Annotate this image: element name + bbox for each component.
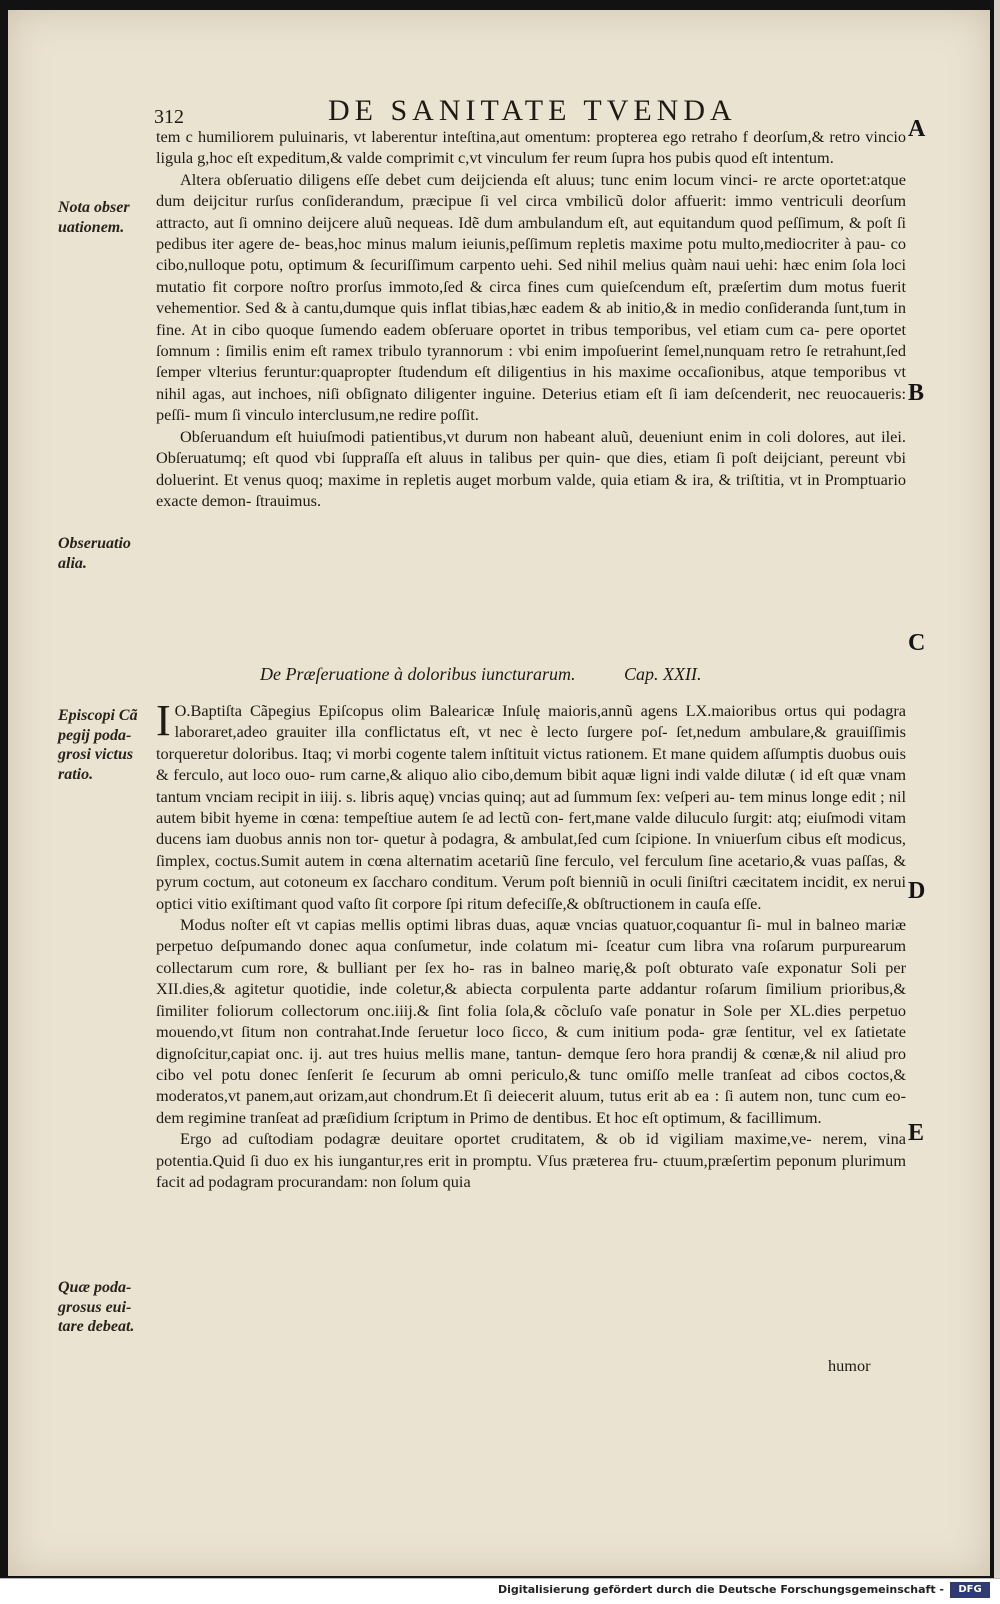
margin-note-quae: Quæ poda- grosus eui- tare debeat. [58, 1279, 135, 1335]
margin-note-nota: Nota obser uationem. [58, 199, 130, 236]
paragraph-1: tem c humiliorem puluinaris, vt laberentur inteſtina,aut omentum: propterea ego retraho f deorſum,& retro vincio ligula g,hoc eſt expeditum,& valde comprimit c,vt vinculum fer reum ſupra hos pubis quod eſt intentum. [156, 127, 906, 168]
chapter-heading [260, 664, 820, 685]
paragraph-4: IO.Baptiſta Cãpegius Epiſcopus olim Balearicæ Inſulę maioris,annũ agens LX.maioribus ortus qui podagra laboraret,adeo grauiter illa conflictatus eſt, vt nec è lecto ſurgere poſ- ſet,nedum ambulare,& grauiſſimis torqueretur doloribus. Itaq; vi morbi cogente talem inſtituit victus rationem. Et mane quidem aſſumptis duobus ouis & ferculo, aut loco ouo- rum carne,& aliquo alio cibo,demum bibit aquæ ligni indi valde dilutæ ( id eſt quæ vnam tantum vnciam recipit in iiij. s. libris aquę) vncias quinq; aut ad ſummum ſex: veſperi au- tem minus longe edit ; nil autem bibit hyeme in cœna: tempeſtiue autem ſe ad lectũ con- fert,mane valde diluculo ſurgit: atq; eiuſmodi vitam ducens iam duobus annis non tor- quetur à podagra, & ambulat,ſed cum ſcipione. In vniuerſum cibus eſt modicus, ſimplex, coctus.Sumit autem in cœna alternatim acetariũ ſine ferculo, vel ferculum ſine acetario,& vuas paſſas, & pyrum coctum, aut cotoneum ex ſaccharo conditum. Verum poſt bienniũ in oculi ſiniſtri cæcitatem incidit, ex nerui optici vitio exiſtimant quod vaſto ſit corpore ſpi ritum defeciſſe,& obſtructionem in cauſa eſſe. [156, 696, 906, 913]
dfg-logo-icon: DFG [950, 1582, 990, 1598]
paragraph-6: Ergo ad cuſtodiam podagræ deuitare oportet cruditatem, & ob id vigiliam maxime,ve- nerem, vina potentia.Quid ſi duo ex his iungantur,res erit in promptu. Vſus præterea fru- ctuum,præſertim peponum plurimum facit ad podagram procurandam: non ſolum quia [156, 1129, 906, 1191]
digitization-footer [0, 1578, 1000, 1604]
body-upper [156, 126, 906, 511]
side-letter-a: A [908, 116, 926, 142]
margin-note-obseruatio: Obseruatio alia. [58, 535, 131, 572]
margin-note-episcopi: Episcopi Cã pegij poda- grosi victus ratio. [58, 707, 138, 783]
side-letter-e: E [908, 1120, 925, 1146]
book-page [8, 10, 990, 1576]
chapter-number: Cap. XXII. [624, 664, 702, 684]
running-title: DE SANITATE TVENDA [328, 94, 737, 127]
footer-credit: Digitalisierung gefördert durch die Deutsche Forschungsgemeinschaft - [497, 1583, 944, 1596]
page-number: 312 [154, 106, 184, 128]
paragraph-3: Obſeruandum eſt huiuſmodi patientibus,vt durum non habeant aluũ, deueniunt enim in coli dolores, aut ilei. Obſeruatumq; eſt quod vbi ſuppraſſa eſt aluus in talibus per quin- que dies, etiam ſi poſt deijciant, pereunt vbi doluerint. Et venus quoq; maxime in repletis auget morbum valde, quia etiam & ira, & triſtitia, vt in Promptuario exacte demon- ſtrauimus. [156, 426, 906, 510]
body-lower [156, 696, 906, 1192]
catchword: humor [828, 1356, 871, 1375]
paragraph-5: Modus noſter eſt vt capias mellis optimi libras duas, aquæ vncias quatuor,coquantur ſi- mul in balneo mariæ perpetuo deſpumando donec aqua conſumetur, inde colatum mi- ſceatur cum libra vna roſarum purpurearum collectarum cum rore, & bulliant per ſex ho- ras in balneo marię,& poſt obturato vaſe exponatur Soli per XII.dies,& agitetur quotidie, inde coletur,& abiecta corpulenta parte addantur roſarum ſimilium prioribus,& ſimiliter foliorum collectorum onc.iiij.& ſint folia ſola,& cõcluſo vaſe ponatur in Sole per XL.dies perpetuo mouendo,vt ſitum non contrahat.Inde ſeruetur loco ſicco, & cum initium poda- græ ſentitur, vel ex ſatietate dignoſcitur,capiat onc. ij. aut tres huius mellis mane, tantun- demque ſero hora prandij & cœnæ,& nil aliud pro cibo vel potu donec ſenſerit ſe ſecurum ab omni periculo,& tunc omiſſo melle tranſeat ad cibos coctos,& moderatos,vt panem,aut orizam,aut chondrum.Et ſi deiecerit aluum, tutus erit ab ea : ſi autem non, tunc cum eo- dem regimine tranſeat ad præſidium ſcriptum in Primo de dentibus. Et hoc eſt optimum, & facillimum. [156, 915, 906, 1127]
side-letter-d: D [908, 878, 926, 904]
side-letter-b: B [908, 380, 925, 406]
chapter-title: De Præſeruatione à doloribus iuncturarum. [260, 664, 576, 684]
paragraph-2: Altera obſeruatio diligens eſſe debet cum deijcienda eſt aluus; tunc enim locum vinci- re arcte oportet:atque dum deijcitur rurſus conſiderandum, præcipue ſi vel circa vmbilicũ dolor affuerit: immo ventriculi deorſum attracto, aut ſi omnino deijcere aluũ nequeas. Idẽ dum ambulandum eſt, aut equitandum quod peſſimum, & poſt ſi pedibus iter agere de- beas,hoc minus malum ieiunis,peſſimum repletis maxime potu multo,mediocriter à pau- co cibo,nulloque potu, optimum & ſecuriſſimum carpento uehi. Sed nihil melius quàm naui uehi: hæc enim ſola loci mutatio fit corpore noſtro prorſus immoto,ſed & circa fines cum quieſcendum eſt, præſertim dum motus fuerit vehementior. Sed & à cantu,dumque quis inflat tibias,hæc eadem & ab initio,& in medio conſideranda ſunt,tum in fine. At in cibo quoque ſumendo eadem obſeruare oportet in tribus temporibus, vel etiam cum ca- pere oportet ſomnum : ſimilis enim eſt ramex tribulo tyrannorum : vbi enim impoſuerint ſemel,nunquam retro ſe retrahunt,ſed ſemper vlterius feruntur:quapropter ſtudendum eſt diligentius in his maxime occaſionibus, atque temporibus vt nihil agas, aut inchoes, niſi obſignato diligenter inguine. Deterius etiam eſt ſi iam deſcenderit, nec reuocaueris: peſſi- mum ſi vinculo interclusum,ne redire poſſit. [156, 169, 906, 425]
side-letter-c: C [908, 630, 926, 656]
